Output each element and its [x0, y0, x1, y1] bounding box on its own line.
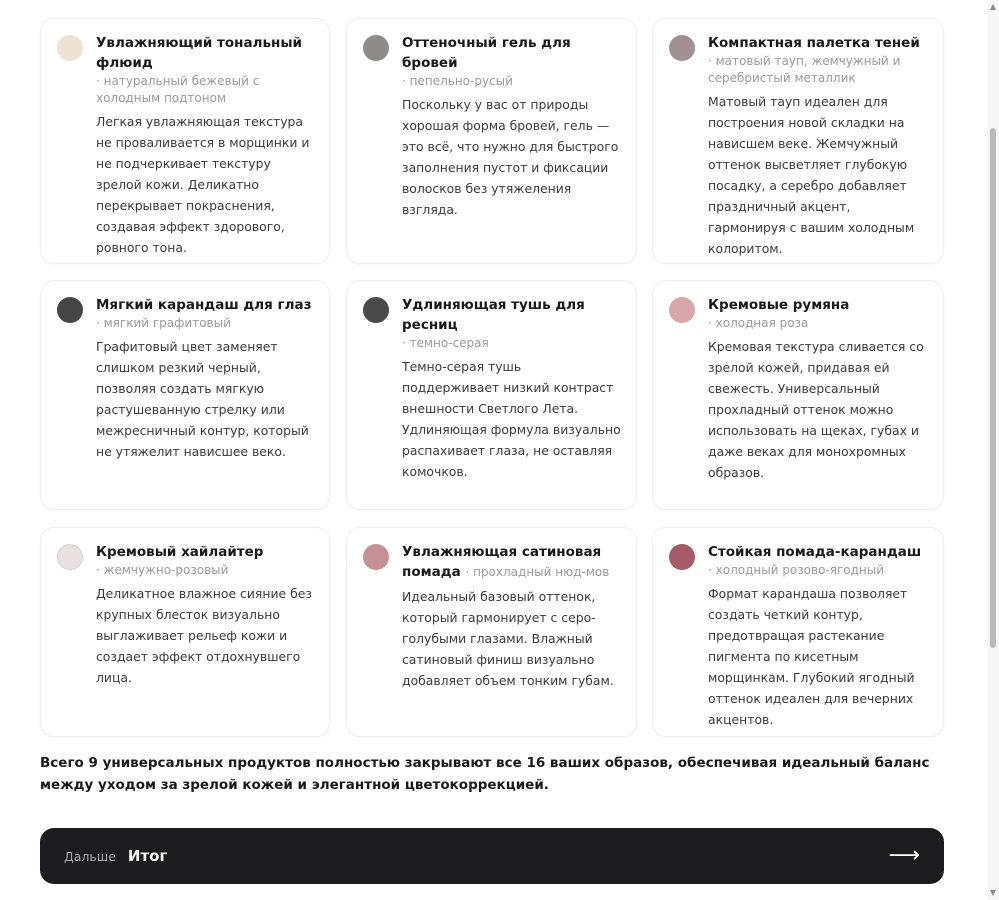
product-description: Формат карандаша позволяет создать четкий контур, предотвращая растекание пигмента по кисетным морщинкам. Глубокий ягодный оттенок идеален для вечерних акцентов.	[708, 586, 915, 727]
next-section-button[interactable]	[40, 828, 944, 884]
product-description: Темно-серая тушь поддерживает низкий контраст внешности Светлого Лета. Удлиняющая формула визуально распахивает глаза, не оставляя комочков.	[402, 359, 621, 479]
product-shade: · холодный розово-ягодный	[708, 563, 885, 577]
product-shade: · мягкий графитовый	[96, 316, 231, 330]
product-description: Графитовый цвет заменяет слишком резкий черный, позволяя создать мягкую растушеванную стрелку или межресничный контур, который не утяжелит нависшее веко.	[96, 339, 309, 459]
scrollbar-thumb[interactable]	[990, 128, 996, 648]
color-swatch-icon	[57, 544, 83, 570]
color-swatch-icon	[669, 297, 695, 323]
color-swatch-icon	[669, 544, 695, 570]
product-card	[652, 280, 944, 510]
product-description: Легкая увлажняющая текстура не проваливается в морщинки и не подчеркивает текстуру зрелой кожи. Деликатно перекрывает покраснения, создавая эффект здорового, ровного тона.	[96, 114, 310, 255]
color-swatch-icon	[57, 297, 83, 323]
product-description: Идеальный базовый оттенок, который гармонирует с серо-голубыми глазами. Влажный сатиновый финиш визуально добавляет объем тонким губам.	[402, 589, 614, 688]
color-swatch-icon	[363, 297, 389, 323]
arrow-right-icon: ⟶	[888, 843, 920, 868]
product-name: Кремовые румяна	[708, 297, 850, 313]
product-description: Поскольку у вас от природы хорошая форма бровей, гель — это всё, что нужно для быстрого заполнения пустот и фиксации волосков без утяжеления взгляда.	[402, 97, 619, 217]
product-shade: · темно-серая	[402, 336, 489, 350]
product-shade: · жемчужно-розовый	[96, 563, 229, 577]
product-name	[402, 542, 622, 582]
product-name: Компактная палетка теней	[708, 35, 920, 51]
product-card	[346, 527, 637, 737]
vertical-scrollbar[interactable]	[987, 0, 999, 900]
product-name: Удлиняющая тушь для ресниц	[402, 297, 585, 333]
product-description: Кремовая текстура сливается со зрелой кожей, придавая ей свежесть. Универсальный прохладный оттенок можно использовать на щеках, губах и даже веках для монохромных образов.	[708, 339, 924, 480]
scroll-up-icon[interactable]: ▲	[989, 2, 997, 11]
product-name: Оттеночный гель для бровей	[402, 35, 571, 71]
product-name: Мягкий карандаш для глаз	[96, 297, 312, 313]
product-card	[652, 527, 944, 737]
product-shade: · пепельно-русый	[402, 74, 513, 88]
product-name: Увлажняющий тональный флюид	[96, 35, 303, 71]
product-card	[40, 527, 330, 737]
product-shade: · матовый тауп, жемчужный и серебристый металлик	[708, 54, 901, 85]
product-card	[40, 18, 330, 264]
product-shade: · прохладный нюд-мов	[465, 565, 610, 579]
product-description: Матовый тауп идеален для построения новой складки на нависшем веке. Жемчужный оттенок высветляет глубокую посадку, а серебро добавляет праздничный акцент, гармонируя с вашим холодным колоритом.	[708, 94, 915, 256]
product-name: Кремовый хайлайтер	[96, 544, 264, 560]
product-card	[346, 18, 637, 264]
product-description: Деликатное влажное сияние без крупных блесток визуально выглаживает рельеф кожи и создает эффект отдохнувшего лица.	[96, 586, 312, 685]
next-title: Итог	[127, 847, 168, 865]
product-name-text: Увлажняющая сатиновая помада	[402, 544, 602, 580]
color-swatch-icon	[57, 35, 83, 61]
next-kicker: Дальше	[64, 848, 116, 864]
product-card	[652, 18, 944, 264]
color-swatch-icon	[363, 35, 389, 61]
color-swatch-icon	[363, 544, 389, 570]
product-name: Стойкая помада-карандаш	[708, 544, 922, 560]
scroll-down-icon[interactable]: ▼	[989, 888, 997, 897]
summary-text: Всего 9 универсальных продуктов полностью закрывают все 16 ваших образов, обеспечивая идеальный баланс между уходом за зрелой кожей и элегантной цветокоррекцией.	[40, 755, 930, 793]
color-swatch-icon	[669, 35, 695, 61]
product-card	[346, 280, 637, 510]
product-shade: · холодная роза	[708, 316, 809, 330]
product-shade: · натуральный бежевый с холодным подтоном	[96, 74, 260, 105]
product-card	[40, 280, 330, 510]
